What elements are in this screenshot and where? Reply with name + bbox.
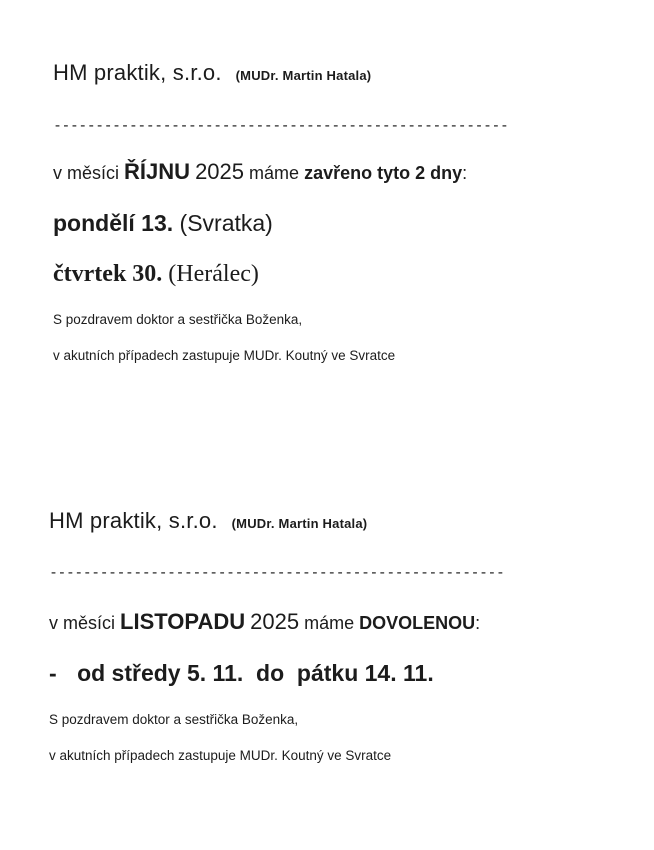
notice1-doctor: (MUDr. Martin Hatala)	[235, 68, 372, 83]
notice2-period-line	[49, 660, 434, 687]
notice2-month-prefix: v měsíci	[49, 613, 116, 633]
notice1-company: HM praktik, s.r.o.	[53, 60, 222, 85]
notice2-month-line	[49, 609, 480, 635]
notice1-month-prefix: v měsíci	[53, 163, 120, 183]
notice1-month: ŘÍJNU	[124, 159, 191, 184]
notice2-company: HM praktik, s.r.o.	[49, 508, 218, 533]
notice2-have: máme	[304, 613, 355, 633]
notice1-month-line	[53, 159, 467, 185]
notice1-divider: ------------------------------------------------------	[53, 116, 509, 134]
notice2-doctor: (MUDr. Martin Hatala)	[231, 516, 368, 531]
notice2-greeting: S pozdravem doktor a sestřička Boženka,	[49, 712, 299, 727]
notice2-status: DOVOLENOU	[359, 613, 476, 633]
notice2-year: 2025	[250, 609, 300, 634]
notice1-status: zavřeno tyto 2 dny	[304, 163, 463, 183]
notice2-period: od středy 5. 11. do pátku 14. 11.	[77, 660, 434, 686]
notice1-colon: :	[462, 163, 468, 183]
notice1-have: máme	[249, 163, 300, 183]
notice2-divider: ------------------------------------------------------	[49, 563, 505, 581]
notice1-day1-place: (Svratka)	[179, 210, 273, 236]
notice2-colon: :	[475, 613, 481, 633]
notice1-substitute: v akutních případech zastupuje MUDr. Koutný ve Svratce	[53, 348, 396, 363]
notice1-day1	[53, 210, 273, 237]
notice1-day2	[53, 261, 259, 288]
notice1-greeting: S pozdravem doktor a sestřička Boženka,	[53, 312, 303, 327]
notice1-day2-label: čtvrtek 30.	[53, 261, 163, 287]
notice2-month: LISTOPADU	[120, 609, 246, 634]
notice2-heading	[49, 508, 367, 534]
notice1-day2-place: (Herálec)	[168, 261, 259, 287]
notice2-dash: -	[49, 660, 57, 686]
notice1-heading	[53, 60, 371, 86]
notice1-day1-label: pondělí 13.	[53, 210, 174, 236]
notice2-substitute: v akutních případech zastupuje MUDr. Koutný ve Svratce	[49, 748, 392, 763]
notice1-year: 2025	[195, 159, 245, 184]
